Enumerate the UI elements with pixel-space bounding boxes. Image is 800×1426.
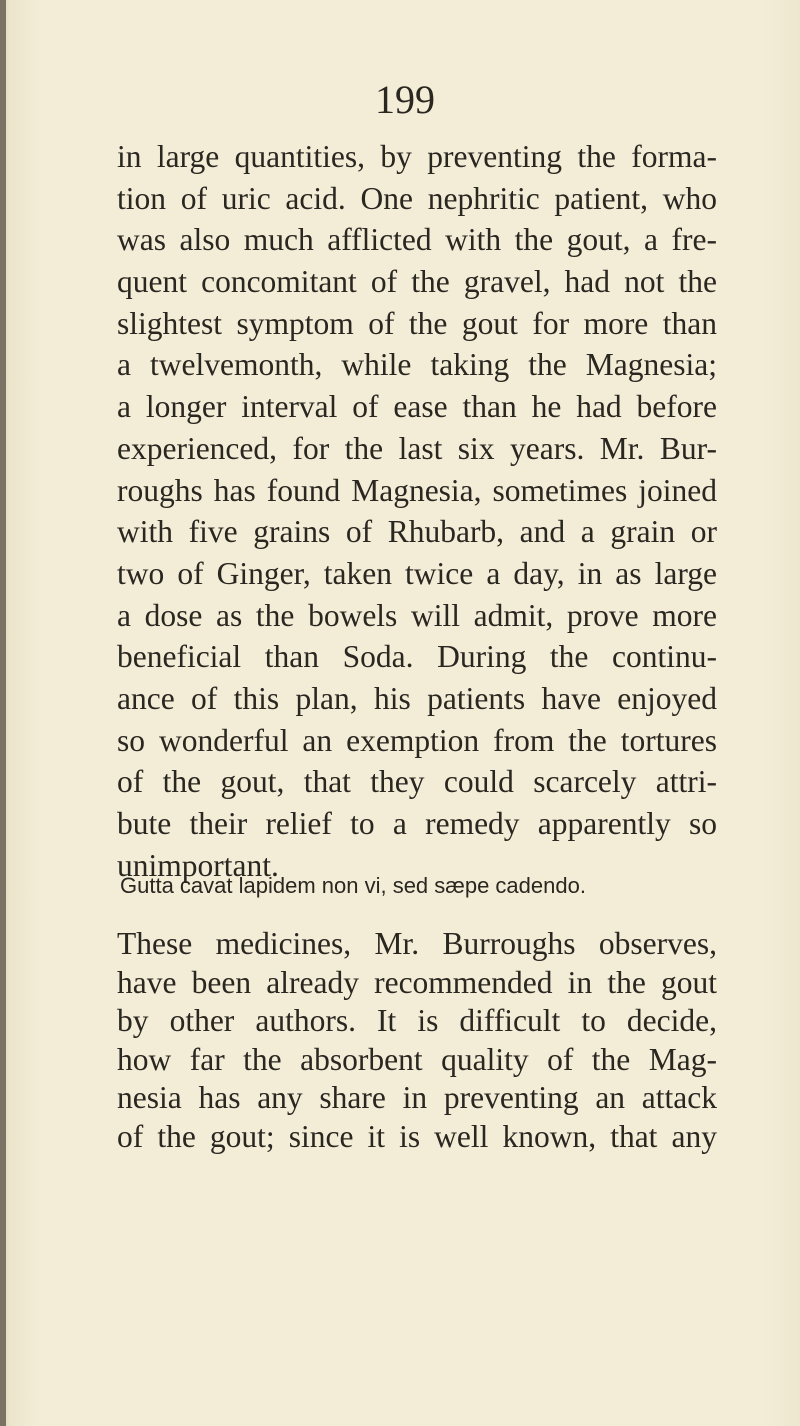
text-line: bute their relief to a remedy apparently so <box>117 806 717 841</box>
paragraph-1 <box>117 136 717 886</box>
text-line: of the gout, that they could scarcely attri- <box>117 764 717 800</box>
latin-motto: Gutta cavat lapidem non vi, sed sæpe cadendo. <box>120 873 586 898</box>
text-line: by other authors. It is difficult to decide, <box>117 1003 717 1039</box>
text-line: beneficial than Soda. During the continu- <box>117 639 717 675</box>
text-line: with five grains of Rhubarb, and a grain or <box>117 514 717 550</box>
text-line: slightest symptom of the gout for more than <box>117 305 717 341</box>
text-line: roughs has found Magnesia, sometimes joined <box>117 472 717 508</box>
page-gutter <box>0 0 6 1426</box>
text-line: was also much afflicted with the gout, a fre- <box>117 222 717 258</box>
text-line: a twelvemonth, while taking the Magnesia; <box>117 347 717 383</box>
page-number: 199 <box>375 77 435 122</box>
text-line: quent concomitant of the gravel, had not the <box>117 264 717 300</box>
text-line: These medicines, Mr. Burroughs observes, <box>117 926 717 961</box>
text-line: so wonderful an exemption from the tortures <box>117 722 717 758</box>
text-line: nesia has any share in preventing an attack <box>117 1080 717 1116</box>
text-line: a longer interval of ease than he had before <box>117 389 717 425</box>
text-line: experienced, for the last six years. Mr. Bur- <box>117 430 717 466</box>
paragraph-2 <box>117 925 717 1157</box>
text-line: unimportant. <box>117 847 279 883</box>
text-line: how far the absorbent quality of the Mag- <box>117 1041 717 1077</box>
text-line: tion of uric acid. One nephritic patient, who <box>117 180 717 216</box>
text-line: a dose as the bowels will admit, prove more <box>117 597 717 633</box>
text-line: two of Ginger, taken twice a day, in as large <box>117 555 717 591</box>
text-line: in large quantities, by preventing the forma- <box>117 139 717 174</box>
text-line: ance of this plan, his patients have enjoyed <box>117 680 717 716</box>
text-line: of the gout; since it is well known, that any <box>117 1118 717 1154</box>
text-line: have been already recommended in the gout <box>117 964 717 1000</box>
